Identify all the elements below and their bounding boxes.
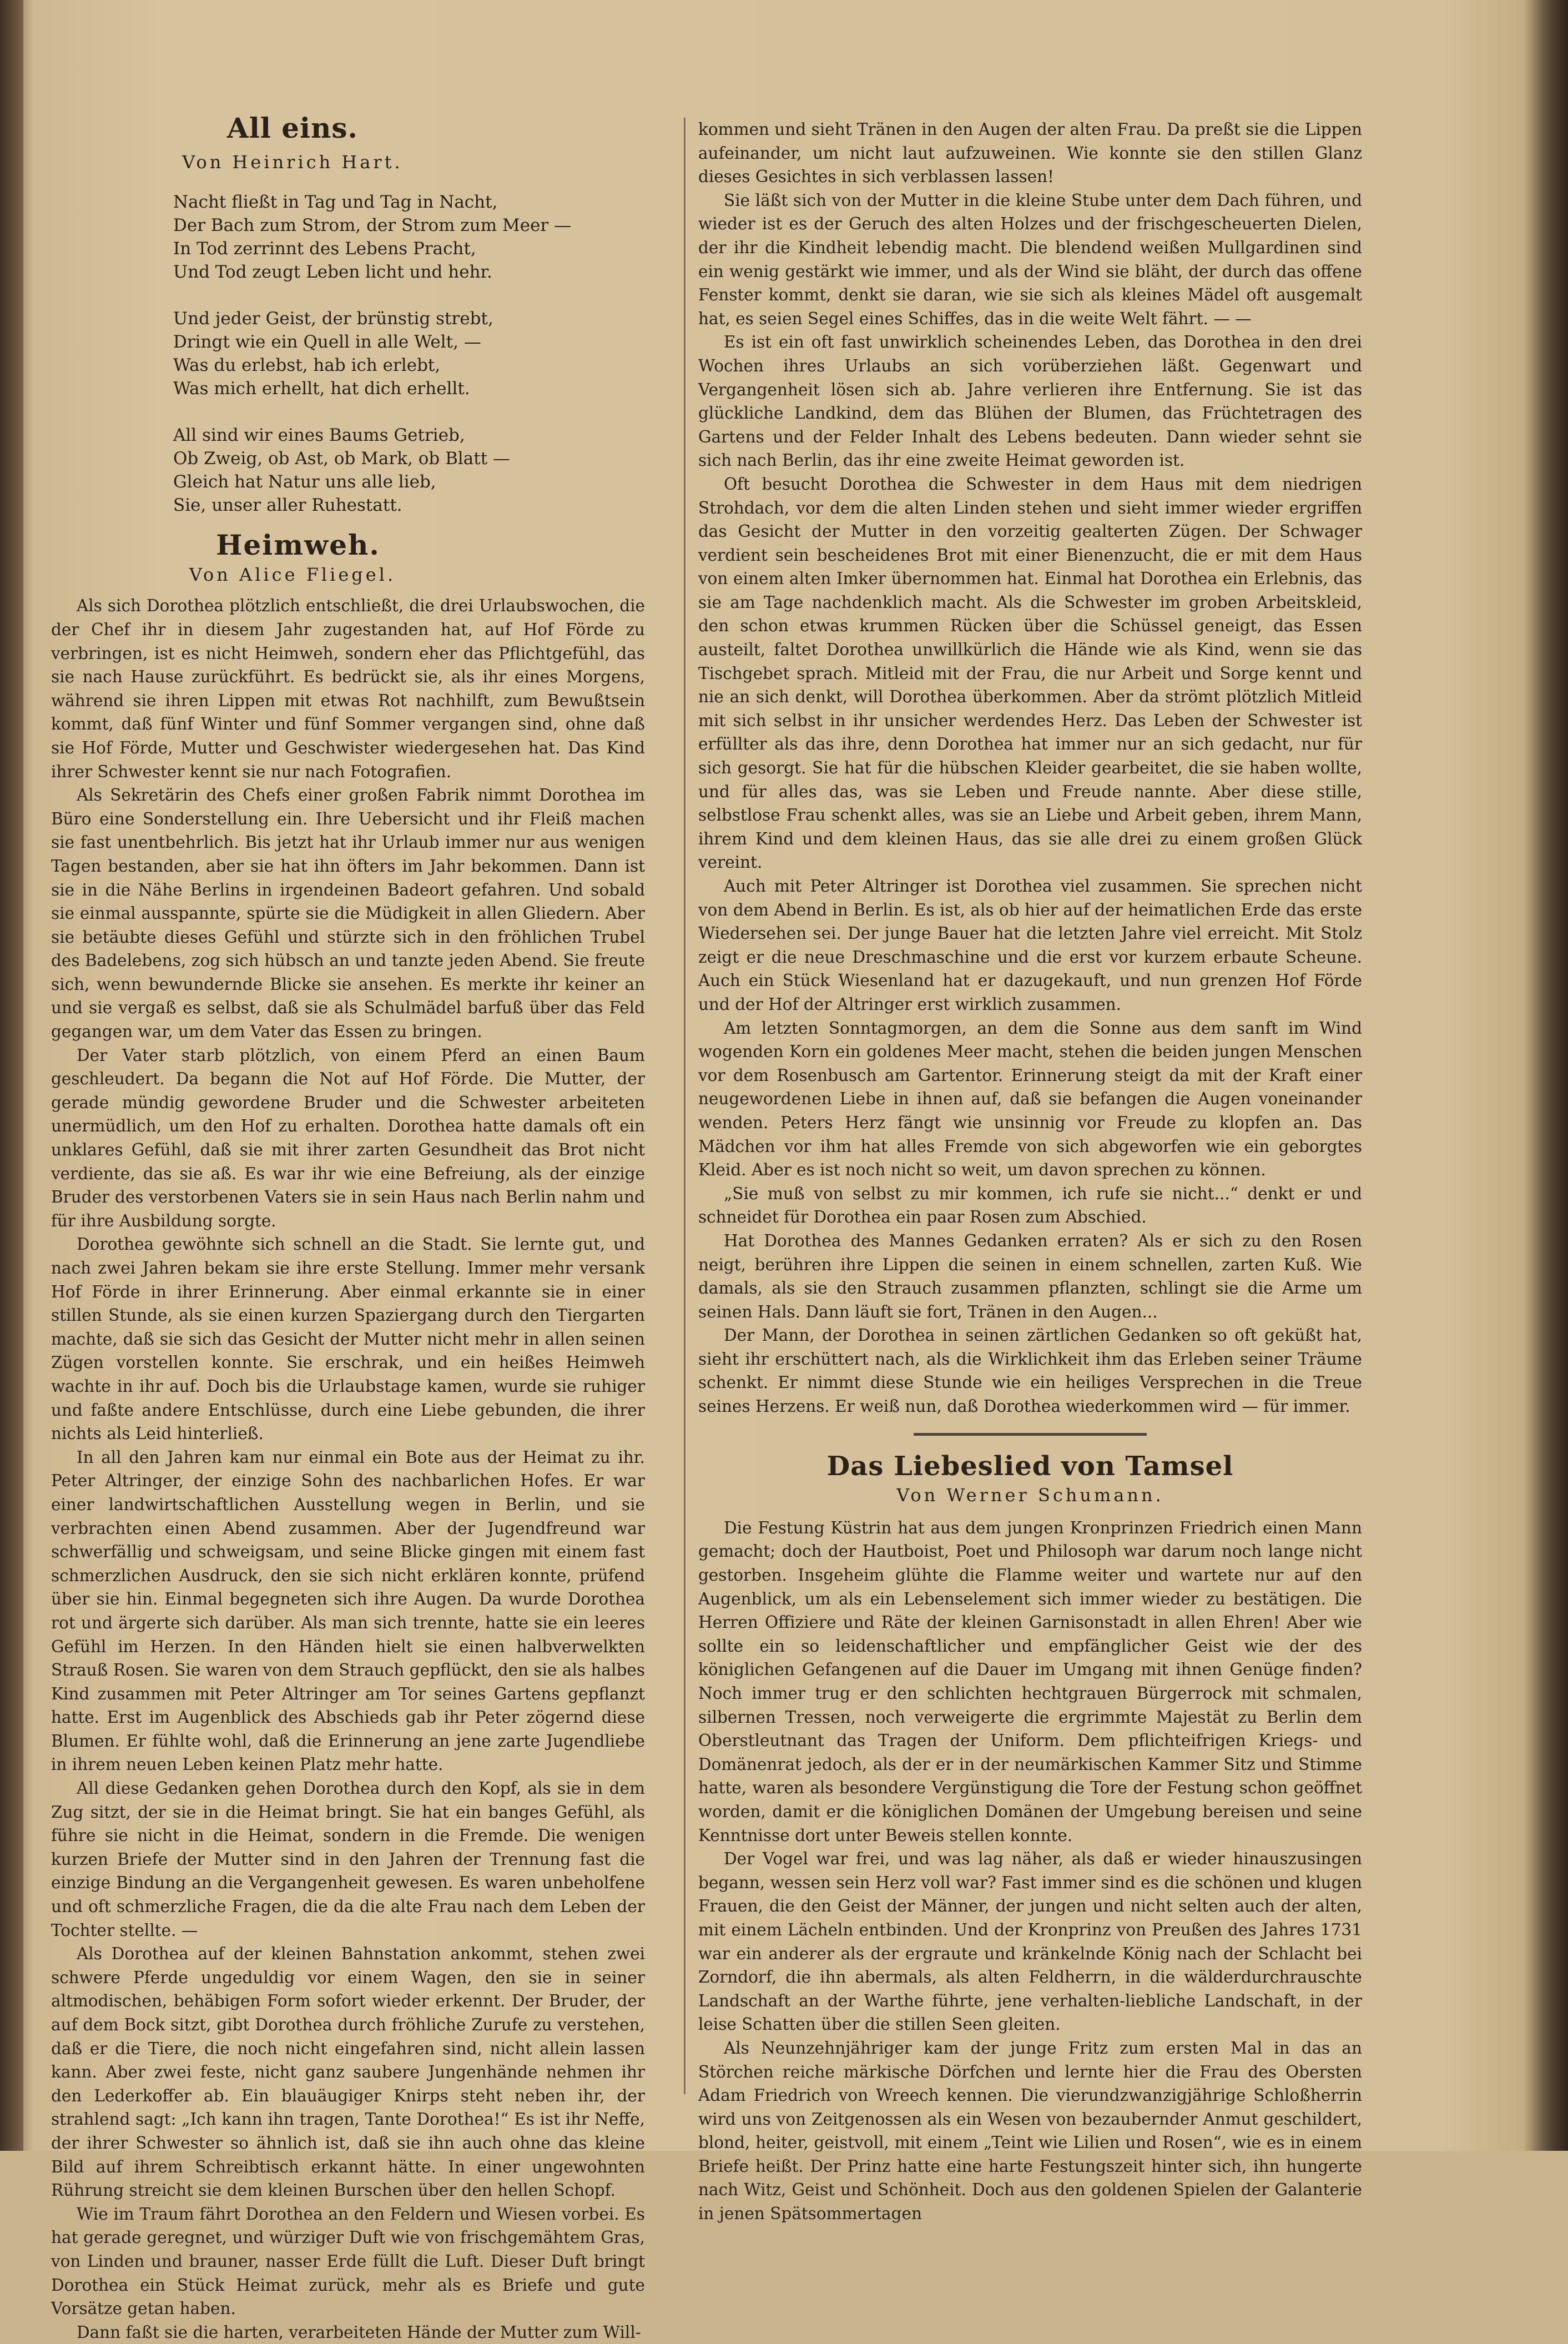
story-paragraph: Dann faßt sie die harten, verarbeiteten Hände der Mutter zum Will-: [77, 2322, 641, 2342]
story-paragraph: Auch mit Peter Altringer ist Dorothea viel zusammen. Sie sprechen nicht von dem Abend in Berlin. Es ist, als ob hier auf der heimatlichen Erde das erste Wiedersehen sei. Der junge Bauer hat die letzten Jahre viel erreicht. Mit Stolz zeigt er die neue Dreschmaschine und die erst vor kurzem erbaute Scheune. Auch ein Stück Wiesenland hat er dazugekauft, und nun grenzen Hof Förde und der Hof der Altringer erst wirklich zusammen.: [698, 877, 1362, 1014]
story-paragraph: „Sie muß von selbst zu mir kommen, ich rufe sie nicht...“ denkt er und schneidet für Dorothea ein paar Rosen zum Abschied.: [698, 1184, 1362, 1227]
poem-stanza: [173, 190, 645, 284]
book-spine: [0, 0, 23, 2151]
poem-line: Sie, unser aller Ruhestatt.: [173, 495, 402, 516]
poem-line: Gleich hat Natur uns alle lieb,: [173, 472, 436, 492]
poem-title: All eins.: [227, 112, 358, 144]
story-paragraph: In all den Jahren kam nur einmal ein Bote aus der Heimat zu ihr. Peter Altringer, der einzige Sohn des nachbarlichen Hofes. Er war einer landwirtschaftlichen Ausstellung wegen in Berlin, und sie verbrachten einen Abend zusammen. Aber der Jugendfreund war schwerfällig und schweigsam, und seine Blicke gingen mit einem fast schmerzlichen Ausdruck, den sie sich nicht erklären konnte, prüfend über sie hin. Einmal begegneten sich ihre Augen. Da wurde Dorothea rot und ärgerte sich darüber. Als man sich trennte, hatte sie ein leeres Gefühl im Herzen. In den Händen hielt sie einen halbverwelkten Strauß Rosen. Sie waren von dem Strauch gepflückt, den sie als halbes Kind zusammen mit Peter Altringer am Tor seines Gartens gepflanzt hatte. Erst im Augenblick des Abschieds gab ihr Peter zögernd diese Blumen. Er fühlte wohl, daß die Erinnerung an jene zarte Jugendliebe in ihrem neuen Leben keinen Platz mehr hatte.: [51, 1447, 645, 1774]
poem-line: In Tod zerrinnt des Lebens Pracht,: [173, 239, 476, 259]
story-paragraph: Der Vogel war frei, und was lag näher, als daß er wieder hinauszusingen begann, wessen sein Herz voll war? Fast immer sind es die schönen und klugen Frauen, die den Geist der Männer, der jungen und nicht selten auch der alten, mit einem Lächeln entbinden. Und der Kronprinz von Preußen des Jahres 1731 war ein anderer als der ergraute und kränkelnde König nach der Schlacht bei Zorndorf, die ihn abermals, als alten Feldherrn, in die wälderdurchrauschte Landschaft an der Warthe führte, jene verhalten-liebliche Landschaft, in der leise Schatten über die stillen Seen gleiten.: [698, 1849, 1362, 2034]
story-paragraph: Als Dorothea auf der kleinen Bahnstation ankommt, stehen zwei schwere Pferde ungeduldig vor einem Wagen, den sie in seiner altmodischen, behäbigen Form sofort wieder erkennt. Der Bruder, der auf dem Bock sitzt, gibt Dorothea durch fröhliche Zurufe zu verstehen, daß er die Tiere, die noch nicht eingefahren sind, nicht allein lassen kann. Aber zwei feste, nicht ganz saubere Jungenhände nehmen ihr den Lederkoffer ab. Ein blauäugiger Knirps steht neben ihr, der strahlend sagt: „Ich kann ihn tragen, Tante Dorothea!“ Es ist ihr Neffe, der ihrer Schwester so ähnlich ist, daß sie ihn auch ohne das kleine Bild auf ihrem Schreibtisch erkannt hätte. In einer ungewohnten Rührung streicht sie dem kleinen Burschen über den hellen Schopf.: [51, 1944, 645, 2200]
poem-stanza: [173, 307, 645, 400]
story-paragraph: Als sich Dorothea plötzlich entschließt, die drei Urlaubswochen, die der Chef ihr in diesem Jahr zugestanden hat, auf Hof Förde zu verbringen, ist es nicht Heimweh, sondern eher das Pflichtgefühl, das sie nach Hause zurückführt. Es bedrückt sie, als ihr eines Morgens, während sie ihren Lippen mit etwas Rot nachhilft, zum Bewußtsein kommt, daß fünf Winter und fünf Sommer vergangen sind, ohne daß sie Hof Förde, Mutter und Geschwister wiedergesehen hat. Das Kind ihrer Schwester kennt sie nur nach Fotografien.: [51, 596, 645, 781]
story-paragraph: Als Sekretärin des Chefs einer großen Fabrik nimmt Dorothea im Büro eine Sonderstellung ein. Ihre Uebersicht und ihr Fleiß machen sie fast unentbehrlich. Bis jetzt hat ihr Urlaub immer nur aus wenigen Tagen bestanden, aber sie hat ihn öfters im Jahr bekommen. Dann ist sie in die Nähe Berlins in irgendeinen Badeort gefahren. Und sobald sie einmal ausspannte, spürte sie die Müdigkeit in allen Gliedern. Aber sie betäubte dieses Gefühl und stürzte sich in den fröhlichen Trubel des Badelebens, zog sich hübsch an und tanzte jeden Abend. Sie freute sich, wenn bewundernde Blicke sie ansehen. Es merkte ihr keiner an und sie vergaß es selbst, daß sie als Schulmädel barfuß über das Feld gegangen war, um dem Vater das Essen zu bringen.: [51, 786, 645, 1042]
poem-author: Von Heinrich Hart.: [182, 151, 403, 173]
story-paragraph: Dorothea gewöhnte sich schnell an die Stadt. Sie lernte gut, und nach zwei Jahren bekam sie ihre erste Stellung. Immer mehr versank Hof Förde in ihrer Erinnerung. Aber einmal erkannte sie in einer stillen Stunde, als sie einen kurzen Spaziergang durch den Tiergarten machte, daß sie sich das Gesicht der Mutter nicht mehr in allen seinen Zügen vorstellen konnte. Sie erschrak, und ein heißes Heimweh wachte in ihr auf. Doch bis die Urlaubstage kamen, wurde sie ruhiger und faßte andere Entschlüsse, durch eine Liebe gebunden, die ihrer nichts als Leid hinterließ.: [51, 1235, 645, 1443]
story-title: Heimweh.: [216, 529, 380, 562]
poem-line: Was mich erhellt, hat dich erhellt.: [173, 379, 470, 399]
story-paragraph: Die Festung Küstrin hat aus dem jungen Kronprinzen Friedrich einen Mann gemacht; doch der Hautboist, Poet und Philosoph war darum noch lange nicht gestorben. Insgeheim glühte die Flamme weiter und wartete nur auf den Augenblick, um als ein Lebenselement sich immer wieder zu bestätigen. Die Herren Offiziere und Räte der kleinen Garnisonstadt in allen Ehren! Aber wie sollte ein so leidenschaftlicher und empfänglicher Geist wie der des königlichen Gefangenen auf die Dauer im Umgang mit ihnen Genüge finden? Noch immer trug er den schlichten hechtgrauen Bürgerrock mit schmalen, silbernen Tressen, noch verweigerte die ergrimmte Majestät zu Berlin dem Oberstleutnant das Tragen der Uniform. Dem pflichteifrigen Kriegs- und Domänenrat jedoch, als der er in der neumärkischen Kammer Sitz und Stimme hatte, waren als besondere Vergünstigung die Tore der Festung schon geöffnet worden, damit er die königlichen Domänen der Umgebung bereisen und seine Kenntnisse dort unter Beweis stellen konnte.: [698, 1518, 1362, 1845]
poem-body: [173, 190, 645, 517]
story-title: Das Liebeslied von Tamsel: [826, 1450, 1234, 1482]
story-author: Von Alice Fliegel.: [189, 564, 396, 585]
story-paragraph: Wie im Traum fährt Dorothea an den Feldern und Wiesen vorbei. Es hat gerade geregnet, und würziger Duft wie von frischgemähtem Gras, von Linden und brauner, nasser Erde füllt die Luft. Dieser Duft bringt Dorothea ein Stück Heimat zurück, mehr als es Briefe und gute Vorsätze getan haben.: [51, 2204, 645, 2318]
poem-stanza: [173, 424, 645, 517]
poem-line: All sind wir eines Baums Getrieb,: [173, 425, 465, 446]
story-paragraph: Hat Dorothea des Mannes Gedanken erraten? Als er sich zu den Rosen neigt, berühren ihre Lippen die seinen in einem schnellen, zarten Kuß. Wie damals, als sie den Strauch zusammen pflanzten, schlingt sie die Arme um seinen Hals. Dann läuft sie fort, Tränen in den Augen...: [698, 1231, 1362, 1321]
story-author: Von Werner Schumann.: [896, 1485, 1164, 1506]
story-paragraph: Oft besucht Dorothea die Schwester in dem Haus mit dem niedrigen Strohdach, vor dem die alten Linden stehen und sieht immer wieder ergriffen das Gesicht der Mutter in den vorzeitig gealterten Zügen. Der Schwager verdient sein bescheidenes Brot mit einer Bienenzucht, die er mit dem Haus von einem alten Imker übernommen hat. Einmal hat Dorothea ein Erlebnis, das sie am Tage nachdenklich macht. Als die Schwester im groben Arbeitskleid, den schon etwas krummen Rücken über die Schüssel geneigt, das Essen austeilt, faltet Dorothea unwillkürlich die Hände wie als Kind, wenn sie das Tischgebet sprach. Mitleid mit der Frau, die nur Arbeit und Sorge kennt und nie an sich denkt, will Dorothea überkommen. Aber da strömt plötzlich Mitleid mit sich selbst in ihr unsicher werdendes Herz. Das Leben der Schwester ist erfüllter als das ihre, denn Dorothea hat immer nur an sich gedacht, nur für sich gesorgt. Sie hat für die hübschen Kleider gearbeitet, die sie haben wollte, und für alles das, was sie Leben und Freude nannte. Aber diese stille, selbstlose Frau schenkt alles, was sie an Liebe und Arbeit geben, ihrem Mann, ihrem Kind und dem kleinen Haus, das sie alle drei zu einem großen Glück vereint.: [698, 474, 1362, 872]
column-divider: [684, 118, 685, 2094]
poem-line: Dringt wie ein Quell in alle Welt, —: [173, 332, 481, 353]
story-paragraph: Es ist ein oft fast unwirklich scheinendes Leben, das Dorothea in den drei Wochen ihres Urlaubs an sich vorüberziehen läßt. Gegenwart und Vergangenheit lösen sich ab. Jahre verlieren ihre Entfernung. Sie ist das glückliche Landkind, dem das Blühen der Blumen, das Früchtetragen des Gartens und der Felder Inhalt des Lebens bedeuten. Dann wieder sehnt sie sich nach Berlin, das ihr eine zweite Heimat geworden ist.: [698, 333, 1362, 470]
story-paragraph: Der Vater starb plötzlich, von einem Pferd an einen Baum geschleudert. Da begann die Not auf Hof Förde. Die Mutter, der gerade mündig gewordene Bruder und die Schwester arbeiteten unermüdlich, um den Hof zu erhalten. Dorothea hatte damals oft ein unklares Gefühl, daß sie mit ihrer zarten Gesundheit das Brot nicht verdiente, das sie aß. Es war ihr wie eine Befreiung, als der einzige Bruder des verstorbenen Vaters sie in sein Haus nach Berlin nahm und für ihre Ausbildung sorgte.: [51, 1045, 645, 1230]
story-paragraph: Der Mann, der Dorothea in seinen zärtlichen Gedanken so oft geküßt hat, sieht ihr erschüttert nach, als die Wirklichkeit ihm das Erleben seiner Träume schenkt. Er nimmt diese Stunde wie ein heiliges Versprechen in die Treue seines Herzens. Er weiß nun, daß Dorothea wiederkommen wird — für immer.: [698, 1326, 1362, 1416]
story-paragraph: Am letzten Sonntagmorgen, an dem die Sonne aus dem sanft im Wind wogenden Korn ein goldenes Meer macht, stehen die beiden jungen Menschen vor dem Rosenbusch am Gartentor. Erinnerung steigt da mit der Kraft einer neugewordenen Liebe in ihnen auf, daß sie befangen die Augen voneinander wenden. Peters Herz fängt wie unsinnig vor Freude zu klopfen an. Das Mädchen vor ihm hat alles Fremde von sich abgeworfen wie ein geborgtes Kleid. Aber es ist noch nicht so weit, um davon sprechen zu können.: [698, 1018, 1362, 1180]
story-paragraph: Sie läßt sich von der Mutter in die kleine Stube unter dem Dach führen, und wieder ist es der Geruch des alten Holzes und der frischgescheuerten Dielen, der ihr die Kindheit lebendig macht. Die blendend weißen Mullgardinen sind ein wenig gestärkt wie immer, und als der Wind sie bläht, der durch das offene Fenster kommt, denkt sie daran, wie sie sich als kleines Mädel oft ausgemalt hat, es seien Segel eines Schiffes, das in die weite Welt fährt. — —: [698, 190, 1362, 328]
left-column: [51, 67, 645, 2344]
story-paragraph: Als Neunzehnjähriger kam der junge Fritz zum ersten Mal in das an Störchen reiche märkische Dörfchen und lernte hier die Frau des Obersten Adam Friedrich von Wreech kennen. Die vierundzwanzigjährige Schloßherrin wird uns von Zeitgenossen als ein Wesen von bezaubernder Anmut geschildert, blond, heiter, geistvoll, mit einem „Teint wie Lilien und Rosen“, wie es in einem Briefe heißt. Der Prinz hatte eine harte Festungszeit hinter sich, ihn hungerte nach Witz, Geist und Schönheit. Doch aus den goldenen Spielen der Galanterie in jenen Spätsommertagen: [698, 2038, 1362, 2224]
poem-line: Und Tod zeugt Leben licht und hehr.: [173, 262, 492, 283]
poem-line: Ob Zweig, ob Ast, ob Mark, ob Blatt —: [173, 449, 511, 469]
right-column: [698, 118, 1362, 2226]
poem-line: Und jeder Geist, der brünstig strebt,: [173, 309, 493, 329]
section-rule: [914, 1433, 1147, 1436]
story-paragraph: All diese Gedanken gehen Dorothea durch den Kopf, als sie in dem Zug sitzt, der sie in die Heimat bringt. Sie hat ein banges Gefühl, als führe sie nicht in die Heimat, sondern in die Fremde. Die wenigen kurzen Briefe der Mutter sind in den Jahren der Trennung fast die einzige Bindung an die Vergangenheit gewesen. Es waren unbeholfene und oft schmerzliche Fragen, die da die alte Frau nach dem Leben der Tochter stellte. —: [51, 1779, 645, 1940]
story-paragraph: kommen und sieht Tränen in den Augen der alten Frau. Da preßt sie die Lippen aufeinander, um nicht laut aufzuweinen. Wie konnte sie den stillen Glanz dieses Gesichtes in sich verblassen lassen!: [698, 120, 1362, 187]
poem-line: Was du erlebst, hab ich erlebt,: [173, 355, 441, 376]
page-edge: [1524, 0, 1568, 2151]
poem-line: Nacht fließt in Tag und Tag in Nacht,: [173, 192, 498, 213]
poem-line: Der Bach zum Strom, der Strom zum Meer —: [173, 215, 572, 236]
